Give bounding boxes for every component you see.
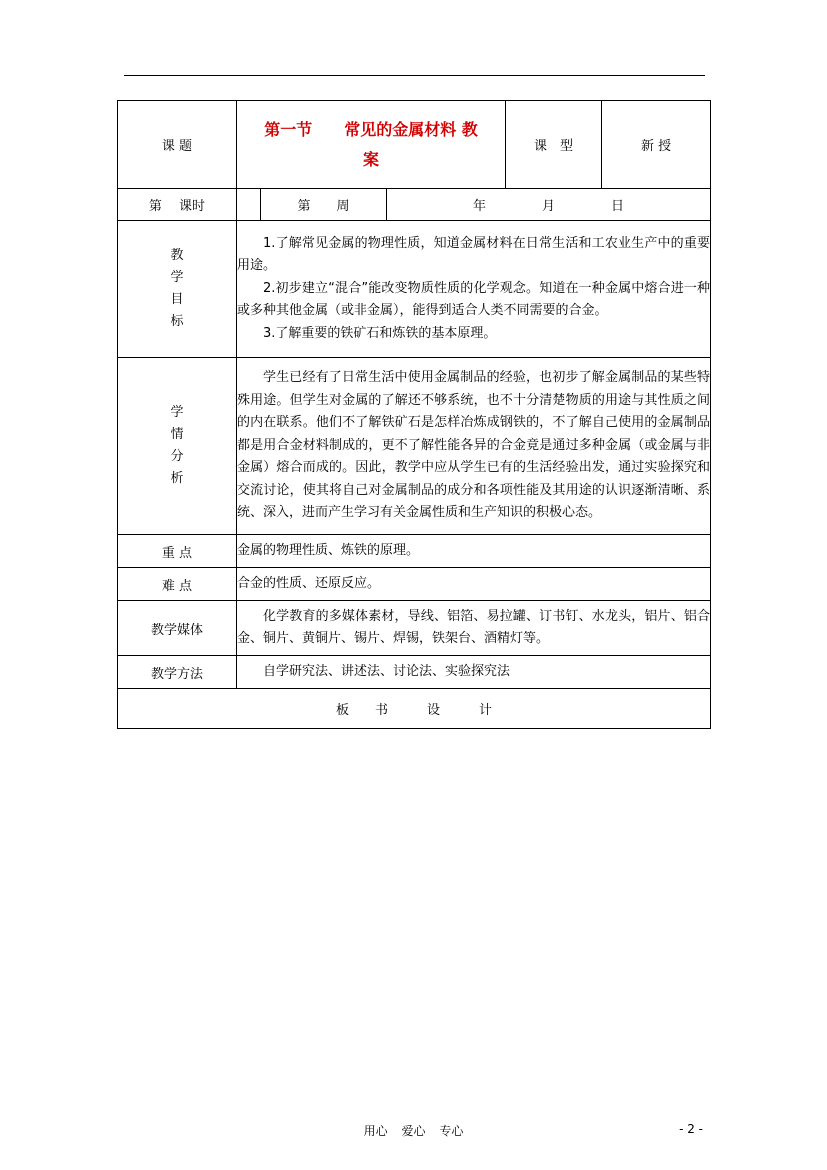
objectives-label	[118, 221, 237, 358]
objectives-label-char: 教	[170, 248, 184, 263]
analysis-row	[118, 358, 711, 535]
type-label: 课 型	[506, 101, 602, 189]
analysis-content	[237, 358, 711, 535]
methods-label: 教学方法	[118, 656, 237, 689]
page-number: - 2 -	[679, 1122, 703, 1136]
objectives-label-char: 学	[170, 270, 184, 285]
header-rule	[124, 75, 705, 76]
topic-label: 课 题	[118, 101, 237, 189]
objectives-label-char: 目	[170, 292, 184, 307]
objectives-label-char: 标	[170, 314, 184, 329]
board-design-row	[118, 689, 711, 729]
objectives-content	[237, 221, 711, 358]
key-points-content	[237, 535, 711, 568]
difficulties-row	[118, 568, 711, 601]
footer-slogan-item: 爱心	[401, 1124, 426, 1138]
week-cell: 第 周	[261, 189, 387, 221]
schedule-row	[118, 189, 711, 221]
difficulties-content	[237, 568, 711, 601]
type-value: 新 授	[602, 101, 711, 189]
date-year: 年	[472, 199, 486, 214]
analysis-label-char: 析	[170, 471, 184, 486]
media-content	[237, 601, 711, 656]
footer-slogan-item: 专心	[439, 1124, 464, 1138]
media-text: 化学教育的多媒体素材，导线、铝箔、易拉罐、订书钉、水龙头，铝片、铝合金、铜片、黄铜片、锡片、焊锡，铁架台、酒精灯等。	[237, 608, 711, 646]
difficulties-text: 合金的性质、还原反应。	[237, 575, 381, 591]
objective-item: 1.了解常见金属的物理性质，知道金属材料在日常生活和工农业生产中的重要用途。	[237, 235, 711, 274]
objectives-row	[118, 221, 711, 358]
period-cell: 第 课时	[118, 189, 237, 221]
key-points-text: 金属的物理性质、炼铁的原理。	[237, 542, 420, 558]
board-design-heading: 板 书 设 计	[118, 689, 711, 729]
period-blank	[237, 189, 261, 221]
analysis-label-char: 分	[170, 449, 184, 464]
lesson-title-line1: 第一节 常见的金属材料 教	[264, 119, 478, 139]
analysis-label	[118, 358, 237, 535]
date-cell	[387, 189, 711, 221]
footer-slogan-item: 用心	[363, 1124, 388, 1138]
topic-row	[118, 101, 711, 189]
difficulties-label: 难 点	[118, 568, 237, 601]
date-day: 日	[611, 199, 625, 214]
key-points-label: 重 点	[118, 535, 237, 568]
lesson-plan-table	[117, 100, 711, 729]
media-label: 教学媒体	[118, 601, 237, 656]
media-row	[118, 601, 711, 656]
analysis-label-char: 情	[170, 427, 184, 442]
analysis-text: 学生已经有了日常生活中使用金属制品的经验，也初步了解金属制品的某些特殊用途。但学生对金属的了解还不够系统，也不十分清楚物质的用途与其性质之间的内在联系。他们不了解铁矿石是怎样冶炼成钢铁的，不了解自己使用的金属制品都是用合金材料制成的，更不了解性能各异的合金竟是通过多种金属（或金属与非金属）熔合而成的。因此，教学中应从学生已有的生活经验出发，通过实验探究和交流讨论，使其将自己对金属制品的成分和各项性能及其用途的认识逐渐清晰、系统、深入，进而产生学习有关金属性质和生产知识的积极心态。	[237, 370, 711, 521]
objective-item: 3.了解重要的铁矿石和炼铁的基本原理。	[263, 325, 497, 341]
methods-row	[118, 656, 711, 689]
lesson-title-line2: 案	[363, 149, 380, 169]
objective-item: 2.初步建立“混合”能改变物质性质的化学观念。知道在一种金属中熔合进一种或多种其他金属（或非金属），能得到适合人类不同需要的合金。	[237, 280, 711, 319]
methods-text: 自学研究法、讲述法、讨论法、实验探究法	[263, 663, 511, 679]
methods-content	[237, 656, 711, 689]
key-points-row	[118, 535, 711, 568]
date-month: 月	[542, 199, 556, 214]
lesson-title	[237, 101, 506, 189]
analysis-label-char: 学	[170, 405, 184, 420]
